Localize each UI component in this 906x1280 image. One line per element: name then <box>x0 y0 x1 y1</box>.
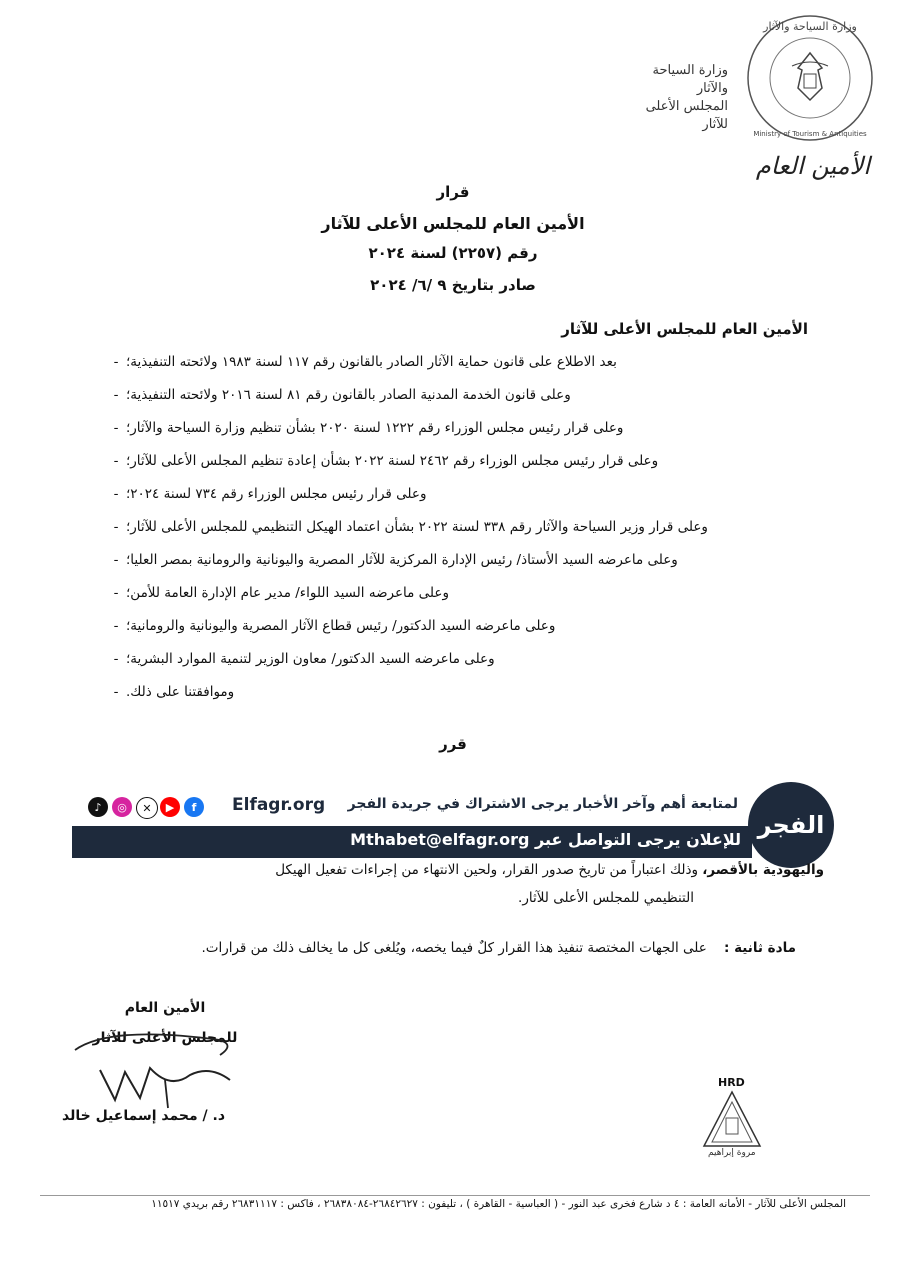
resolved-heading: قرر <box>439 735 467 753</box>
seal-english-text: Ministry of Tourism & Antiquities <box>753 130 867 138</box>
signature-title-line2: للمجلس الأعلى للآثار <box>92 1030 238 1046</box>
preamble-clauses <box>106 346 826 709</box>
decision-date: صادر بتاريخ ٩ /٦/ ٢٠٢٤ <box>370 276 536 294</box>
signature-title-line1: الأمين العام <box>124 1000 206 1016</box>
decision-issuer: الأمين العام للمجلس الأعلى للآثار <box>321 214 585 233</box>
ministry-letterhead: وزارة السياحة والآثار المجلس الأعلى للآثار <box>645 63 728 132</box>
ministry-seal <box>740 8 880 148</box>
clause-item: - وعلى ماعرضه السيد الأستاذ/ رئيس الإدارة المركزية للآثار المصرية واليونانية والرومانية بمصر العليا؛ <box>113 552 678 568</box>
clause-item: - وعلى ماعرضه السيد اللواء/ مدير عام الإدارة العامة للأمن؛ <box>113 585 449 601</box>
handwritten-signature <box>70 1020 240 1110</box>
ad-site-link[interactable]: Elfagr.org <box>232 795 326 815</box>
elfagr-logo[interactable]: الفجر <box>748 782 834 868</box>
x-icon[interactable]: ✕ <box>136 797 158 819</box>
decision-title: قرار <box>436 183 470 201</box>
clause-item: - وعلى ماعرضه السيد الدكتور/ معاون الوزير لتنمية الموارد البشرية؛ <box>113 651 495 667</box>
instagram-icon[interactable]: ◎ <box>112 797 132 817</box>
ad-contact-text[interactable]: للإعلان يرجى التواصل عبر Mthabet@elfagr.org <box>350 830 741 849</box>
article-one-tail: واليهودية بالأقصر، وذلك اعتباراً من تاريخ صدور القرار، ولحين الانتهاء من إجراءات تفعيل الهيكل <box>275 862 824 878</box>
clause-item: - وعلى قرار وزير السياحة والآثار رقم ٣٣٨ لسنة ٢٠٢٢ بشأن اعتماد الهيكل التنظيمي للمجلس الأعلى للآثار؛ <box>113 519 708 535</box>
ad-follow-text[interactable]: لمتابعة أهم وآخر الأخبار يرجى الاشتراك في جريدة الفجر <box>347 796 738 812</box>
clause-item: - وعلى قرار رئيس مجلس الوزراء رقم ٢٤٦٢ لسنة ٢٠٢٢ بشأن إعادة تنظيم المجلس الأعلى للآثار؛ <box>113 453 659 469</box>
footer-address: المجلس الأعلى للآثار - الأمانه العامة : ٤ د شارع فخرى عبد النور - ( العباسية - القاهرة ) ، تليفون : ٢٦٨٤٢٦٢٧-٢٦٨٣٨٠٨٤ ، فاكس : ٢٦٨٣١١١٧ رقم بريدي ١١٥١٧ <box>151 1198 846 1210</box>
decision-number: رقم (٢٢٥٧) لسنة ٢٠٢٤ <box>368 244 538 262</box>
clause-item: - وعلى قانون الخدمة المدنية الصادر بالقانون رقم ٨١ لسنة ٢٠١٦ ولائحته التنفيذية؛ <box>113 387 571 403</box>
clause-item: - وموافقتنا على ذلك. <box>113 684 235 700</box>
article-one-tail-line2: التنظيمي للمجلس الأعلى للآثار. <box>518 890 694 906</box>
clause-item: - وعلى ماعرضه السيد الدكتور/ رئيس قطاع الآثار المصرية واليونانية والرومانية؛ <box>113 618 556 634</box>
hrd-signature: مروة إبراهيم <box>708 1148 756 1158</box>
footer-divider <box>40 1195 870 1196</box>
facebook-icon[interactable]: f <box>184 797 204 817</box>
hrd-label: HRD <box>718 1076 745 1089</box>
tiktok-icon[interactable]: ♪ <box>88 797 108 817</box>
seal-arabic-text: وزارة السياحة والآثار <box>763 20 857 33</box>
clause-item: - بعد الاطلاع على قانون حماية الآثار الصادر بالقانون رقم ١١٧ لسنة ١٩٨٣ ولائحته التنفيذية؛ <box>113 354 617 370</box>
secretary-general-header: الأمين العام <box>755 152 870 180</box>
hrd-emblem-icon <box>700 1088 764 1152</box>
article-two-label: مادة ثانية : <box>723 940 796 956</box>
clause-item: - وعلى قرار رئيس مجلس الوزراء رقم ١٢٢٢ لسنة ٢٠٢٠ بشأن تنظيم وزارة السياحة والآثار؛ <box>113 420 624 436</box>
youtube-icon[interactable]: ▶ <box>160 797 180 817</box>
preamble-heading: الأمين العام للمجلس الأعلى للآثار <box>561 320 808 338</box>
signatory-name: د. / محمد إسماعيل خالد <box>62 1108 226 1124</box>
article-two: مادة ثانية : على الجهات المختصة تنفيذ هذا القرار كلٌ فيما يخصه، ويُلغى كل ما يخالف ذلك من قرارات. <box>201 940 796 956</box>
clause-item: - وعلى قرار رئيس مجلس الوزراء رقم ٧٣٤ لسنة ٢٠٢٤؛ <box>113 486 427 502</box>
